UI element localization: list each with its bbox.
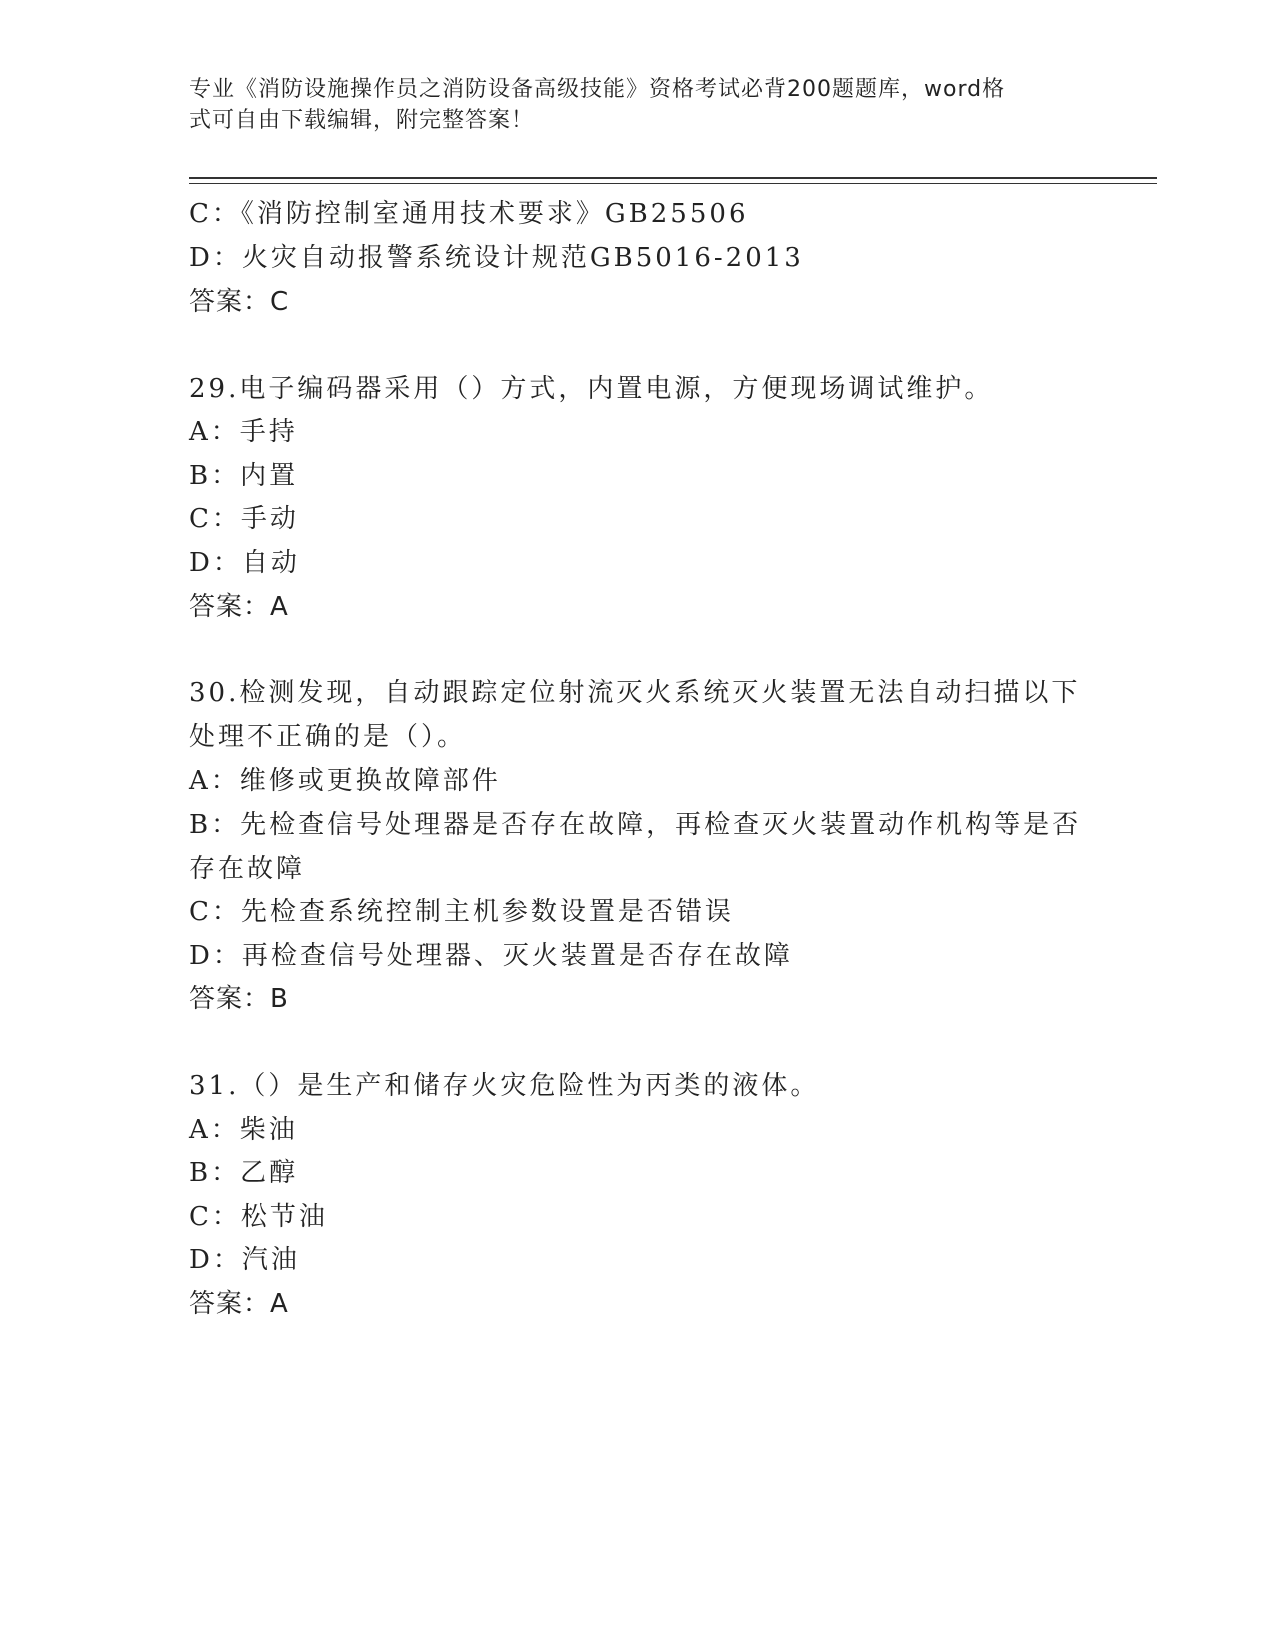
question-30-option-c: C：先检查系统控制主机参数设置是否错误 [189, 897, 734, 927]
header-divider-thick [189, 177, 1157, 179]
question-29-stem: 29.电子编码器采用（）方式，内置电源，方便现场调试维护。 [189, 374, 994, 404]
question-30-stem-line-1: 30.检测发现，自动跟踪定位射流灭火系统灭火装置无法自动扫描以下 [189, 678, 1081, 708]
question-31-option-c: C：松节油 [189, 1202, 328, 1232]
carryover-option-c: C：《消防控制室通用技术要求》GB25506 [189, 199, 749, 229]
header-line-1: 专业《消防设施操作员之消防设备高级技能》资格考试必背200题题库，word格 [189, 77, 1006, 102]
header-divider-thin [189, 183, 1157, 184]
question-31-option-b: B：乙醇 [189, 1158, 299, 1188]
carryover-answer: 答案：C [189, 287, 290, 317]
header-line-2: 式可自由下载编辑，附完整答案！ [189, 108, 535, 133]
question-30-option-d: D：再检查信号处理器、灭火装置是否存在故障 [189, 941, 793, 971]
question-31-stem: 31.（）是生产和储存火灾危险性为丙类的液体。 [189, 1071, 820, 1101]
document-header [189, 74, 1069, 136]
question-30-answer: 答案：B [189, 984, 289, 1014]
question-30-option-a: A：维修或更换故障部件 [189, 766, 501, 796]
question-29-option-b: B：内置 [189, 461, 299, 491]
question-29-option-a: A：手持 [189, 417, 298, 447]
question-30-option-b-line-1: B：先检查信号处理器是否存在故障，再检查灭火装置动作机构等是否 [189, 810, 1082, 840]
question-30-stem-line-2: 处理不正确的是（）。 [189, 722, 467, 752]
question-31-answer: 答案：A [189, 1289, 289, 1319]
question-31-option-d: D：汽油 [189, 1245, 300, 1275]
question-29-option-d: D：自动 [189, 548, 300, 578]
question-31-option-a: A：柴油 [189, 1115, 298, 1145]
question-29-answer: 答案：A [189, 592, 289, 622]
carryover-option-d: D：火灾自动报警系统设计规范GB5016-2013 [189, 243, 804, 273]
question-30-option-b-line-2: 存在故障 [189, 854, 306, 884]
question-29-option-c: C：手动 [189, 504, 299, 534]
